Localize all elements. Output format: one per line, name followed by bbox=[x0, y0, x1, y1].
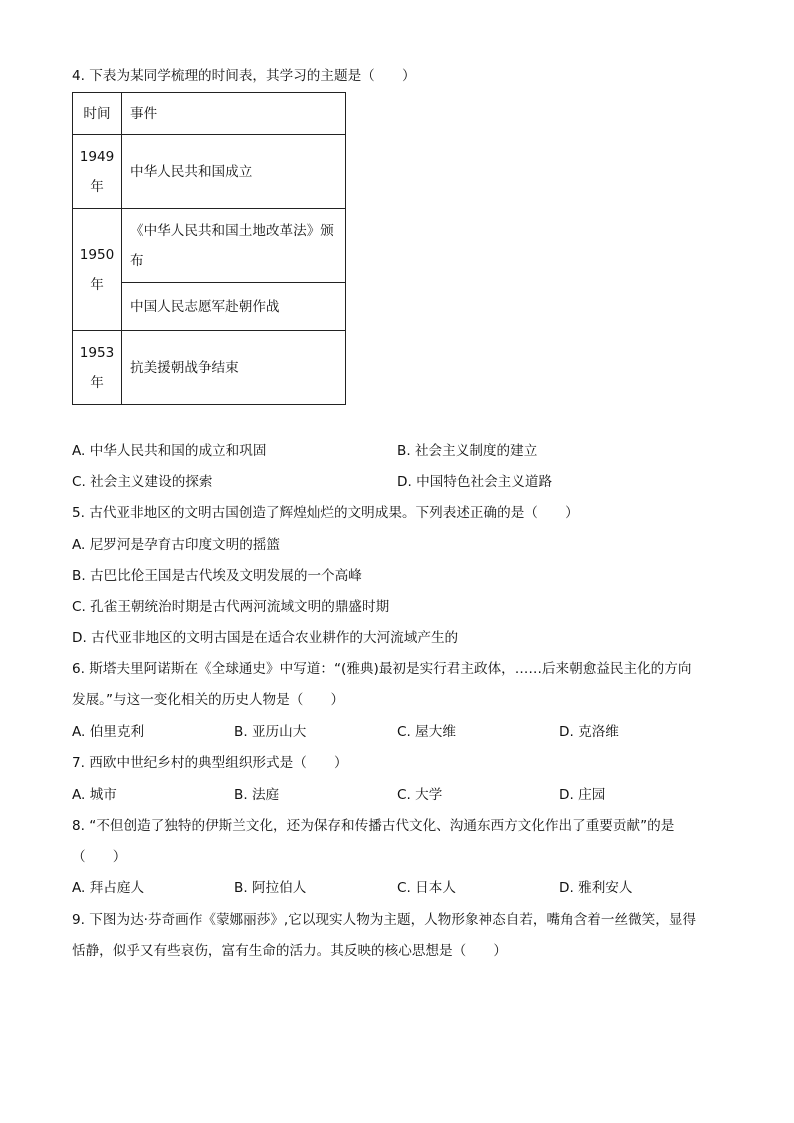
q5-option-b: B. 古巴比伦王国是古代埃及文明发展的一个高峰 bbox=[72, 568, 362, 584]
timeline-table bbox=[72, 92, 346, 405]
q4-option-b: B. 社会主义制度的建立 bbox=[397, 443, 538, 459]
event-line: 布 bbox=[130, 252, 144, 269]
q4-stem: 4. 下表为某同学梳理的时间表，其学习的主题是（ ） bbox=[72, 68, 416, 84]
q5-option-d: D. 古代亚非地区的文明古国是在适合农业耕作的大河流域产生的 bbox=[72, 630, 459, 646]
event-cell: 中华人民共和国成立 bbox=[122, 135, 346, 209]
q9-stem-line1: 9. 下图为达·芬奇画作《蒙娜丽莎》,它以现实人物为主题，人物形象神态自若，嘴角含着一丝微笑，显得 bbox=[72, 912, 697, 928]
table-header-event: 事件 bbox=[122, 93, 346, 135]
table-row bbox=[73, 209, 346, 283]
q4-option-d: D. 中国特色社会主义道路 bbox=[397, 474, 553, 490]
q4-option-c: C. 社会主义建设的探索 bbox=[72, 474, 213, 490]
year-unit: 年 bbox=[90, 276, 104, 293]
event-cell bbox=[122, 209, 346, 283]
table-header-time: 时间 bbox=[73, 93, 122, 135]
q5-stem: 5. 古代亚非地区的文明古国创造了辉煌灿烂的文明成果。下列表述正确的是（ ） bbox=[72, 505, 579, 521]
q6-option-d: D. 克洛维 bbox=[559, 724, 619, 740]
q7-option-b: B. 法庭 bbox=[234, 787, 280, 803]
q4-option-a: A. 中华人民共和国的成立和巩固 bbox=[72, 443, 267, 459]
q5-option-a: A. 尼罗河是孕育古印度文明的摇篮 bbox=[72, 537, 281, 553]
q7-option-c: C. 大学 bbox=[397, 787, 443, 803]
event-cell: 抗美援朝战争结束 bbox=[122, 331, 346, 405]
q8-option-c: C. 日本人 bbox=[397, 880, 456, 896]
q6-option-c: C. 屋大维 bbox=[397, 724, 456, 740]
q6-option-b: B. 亚历山大 bbox=[234, 724, 307, 740]
q6-stem-line2: 发展。”与这一变化相关的历史人物是（ ） bbox=[72, 692, 345, 708]
q6-stem-line1: 6. 斯塔夫里阿诺斯在《全球通史》中写道：“(雅典)最初是实行君主政体，……后来朝愈益民主化的方向 bbox=[72, 661, 692, 677]
year-cell-1949 bbox=[73, 135, 122, 209]
q8-option-a: A. 拜占庭人 bbox=[72, 880, 145, 896]
q7-stem: 7. 西欧中世纪乡村的典型组织形式是（ ） bbox=[72, 755, 348, 771]
event-cell: 中国人民志愿军赴朝作战 bbox=[122, 283, 346, 331]
q6-option-a: A. 伯里克利 bbox=[72, 724, 145, 740]
q7-option-d: D. 庄园 bbox=[559, 787, 606, 803]
year-cell-1953 bbox=[73, 331, 122, 405]
table-row bbox=[73, 135, 346, 209]
table-row bbox=[73, 93, 346, 135]
year-number: 1949 bbox=[79, 148, 115, 165]
q9-stem-line2: 恬静，似乎又有些哀伤，富有生命的活力。其反映的核心思想是（ ） bbox=[72, 943, 507, 959]
q8-option-d: D. 雅利安人 bbox=[559, 880, 633, 896]
year-cell-1950 bbox=[73, 209, 122, 331]
q5-option-c: C. 孔雀王朝统治时期是古代两河流域文明的鼎盛时期 bbox=[72, 599, 390, 615]
q8-stem-line1: 8. “不但创造了独特的伊斯兰文化，还为保存和传播古代文化、沟通东西方文化作出了重要贡献”的是 bbox=[72, 818, 675, 834]
year-unit: 年 bbox=[90, 178, 104, 195]
q8-option-b: B. 阿拉伯人 bbox=[234, 880, 307, 896]
year-number: 1953 bbox=[79, 344, 115, 361]
table-row bbox=[73, 331, 346, 405]
event-line: 《中华人民共和国土地改革法》颁 bbox=[130, 222, 334, 239]
year-unit: 年 bbox=[90, 374, 104, 391]
q8-stem-line2: （ ） bbox=[72, 849, 127, 865]
q7-option-a: A. 城市 bbox=[72, 787, 117, 803]
year-number: 1950 bbox=[79, 246, 115, 263]
